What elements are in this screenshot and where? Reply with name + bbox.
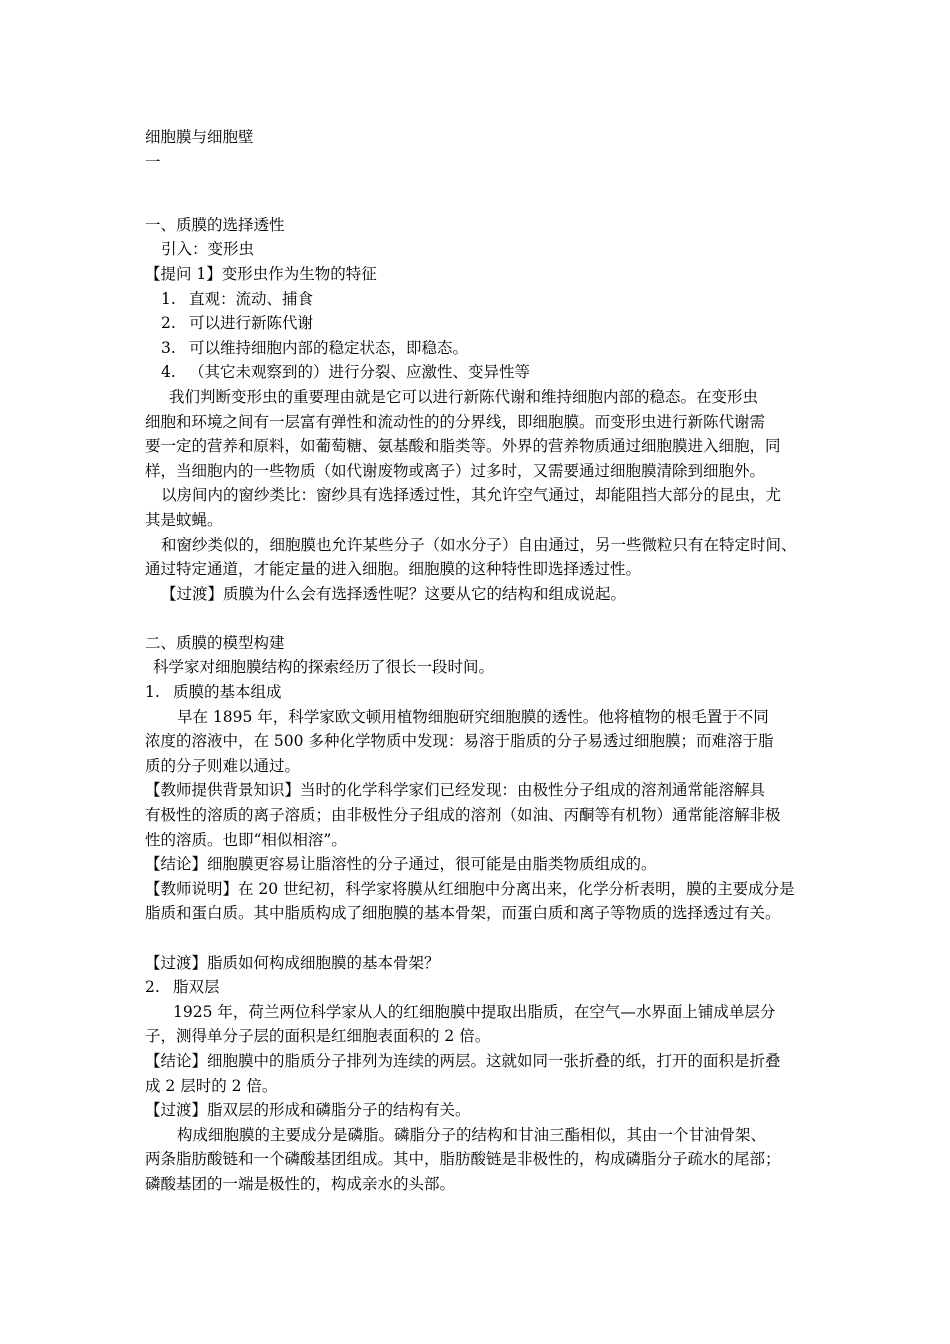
spacer [145,174,822,199]
sub-text: 脂双层 [173,978,220,997]
paragraph-line: 【教师提供背景知识】当时的化学科学家们已经发现：由极性分子组成的溶剂通常能溶解具 [145,781,766,800]
paragraph-line: 通过特定通道，才能定量的进入细胞。细胞膜的这种特性即选择透过性。 [145,560,642,579]
section-heading: 二、质膜的模型构建 [145,633,285,652]
transition-line: 【过渡】脂质如何构成细胞膜的基本骨架？ [145,953,440,972]
question-line: 【提问 1】变形虫作为生物的特征 [145,264,377,283]
paragraph-line: 1925 年，荷兰两位科学家从人的红细胞膜中提取出脂质，在空气—水界面上铺成单层分 [173,1002,776,1021]
list-text: 可以进行新陈代谢 [189,314,314,333]
paragraph-line: 【结论】细胞膜中的脂质分子排列为连续的两层。这就如同一张折叠的纸，打开的面积是折叠 [145,1051,781,1070]
list-number: 1. [161,289,176,308]
list-item [145,287,822,312]
spacer [145,926,822,951]
paragraph-line: 和窗纱类似的，细胞膜也允许某些分子（如水分子）自由通过，另一些微粒只有在特定时间、 [161,535,797,554]
paragraph-line: 其是蚊蝇。 [145,510,223,529]
paragraph-line: 以房间内的窗纱类比：窗纱具有选择透过性，其允许空气通过，却能阻挡大部分的昆虫，尤 [161,486,782,505]
paragraph-line: 要一定的营养和原料，如葡萄糖、氨基酸和脂类等。外界的营养物质通过细胞膜进入细胞，同 [145,437,781,456]
list-item [145,360,822,385]
intro-line: 引入：变形虫 [161,240,255,259]
paragraph-line: 构成细胞膜的主要成分是磷脂。磷脂分子的结构和甘油三酯相似，其由一个甘油骨架、 [177,1125,767,1144]
sub-number: 1. [145,683,160,702]
list-number: 4. [161,363,176,382]
paragraph-line: 脂质和蛋白质。其中脂质构成了细胞膜的基本骨架，而蛋白质和离子等物质的选择透过有关。 [145,904,781,923]
dash-mark: 一 [145,152,161,171]
list-number: 2. [161,314,176,333]
section-heading: 一、质膜的选择透性 [145,215,285,234]
list-item [145,311,822,336]
sub-number: 2. [145,978,160,997]
subheading [145,680,822,705]
intro-line: 科学家对细胞膜结构的探索经历了很长一段时间。 [153,658,495,677]
paragraph-line: 细胞和环境之间有一层富有弹性和流动性的的分界线，即细胞膜。而变形虫进行新陈代谢需 [145,412,766,431]
paragraph-line: 成 2 层时的 2 倍。 [145,1076,278,1095]
paragraph-line: 子，测得单分子层的面积是红细胞表面积的 2 倍。 [145,1027,491,1046]
paragraph-line: 早在 1895 年，科学家欧文顿用植物细胞研究细胞膜的透性。他将植物的根毛置于不同 [177,707,769,726]
paragraph-line: 有极性的溶质的离子溶质；由非极性分子组成的溶剂（如油、丙酮等有机物）通常能溶解非极 [145,806,781,825]
paragraph-line: 浓度的溶液中，在 500 多种化学物质中发现：易溶于脂质的分子易透过细胞膜；而难溶于脂 [145,732,774,751]
document-title: 细胞膜与细胞壁 [145,128,254,146]
list-text: 直观：流动、捕食 [189,289,314,308]
list-item [145,336,822,361]
list-number: 3. [161,338,176,357]
transition-line: 【过渡】质膜为什么会有选择透性呢？这要从它的结构和组成说起。 [161,584,627,603]
paragraph-line: 样，当细胞内的一些物质（如代谢废物或离子）过多时，又需要通过细胞膜清除到细胞外。 [145,461,766,480]
paragraph-line: 【教师说明】在 20 世纪初，科学家将膜从红细胞中分离出来，化学分析表明，膜的主要成分是 [145,879,795,898]
list-text: （其它未观察到的）进行分裂、应激性、变异性等 [189,363,531,382]
paragraph-line: 我们判断变形虫的重要理由就是它可以进行新陈代谢和维持细胞内部的稳态。在变形虫 [169,387,759,406]
subheading [145,975,822,1000]
conclusion-line: 【结论】细胞膜更容易让脂溶性的分子通过，很可能是由脂类物质组成的。 [145,855,657,874]
spacer [145,199,822,213]
paragraph-line: 质的分子则难以通过。 [145,756,301,775]
transition-line: 【过渡】脂双层的形成和磷脂分子的结构有关。 [145,1101,471,1120]
paragraph-line: 两条脂肪酸链和一个磷酸基团组成。其中，脂肪酸链是非极性的，构成磷脂分子疏水的尾部； [145,1150,781,1169]
paragraph-line: 磷酸基团的一端是极性的，构成亲水的头部。 [145,1174,456,1193]
list-text: 可以维持细胞内部的稳定状态，即稳态。 [189,338,469,357]
paragraph-line: 性的溶质。也即“相似相溶”。 [145,830,347,849]
spacer [145,606,822,631]
sub-text: 质膜的基本组成 [173,683,282,702]
